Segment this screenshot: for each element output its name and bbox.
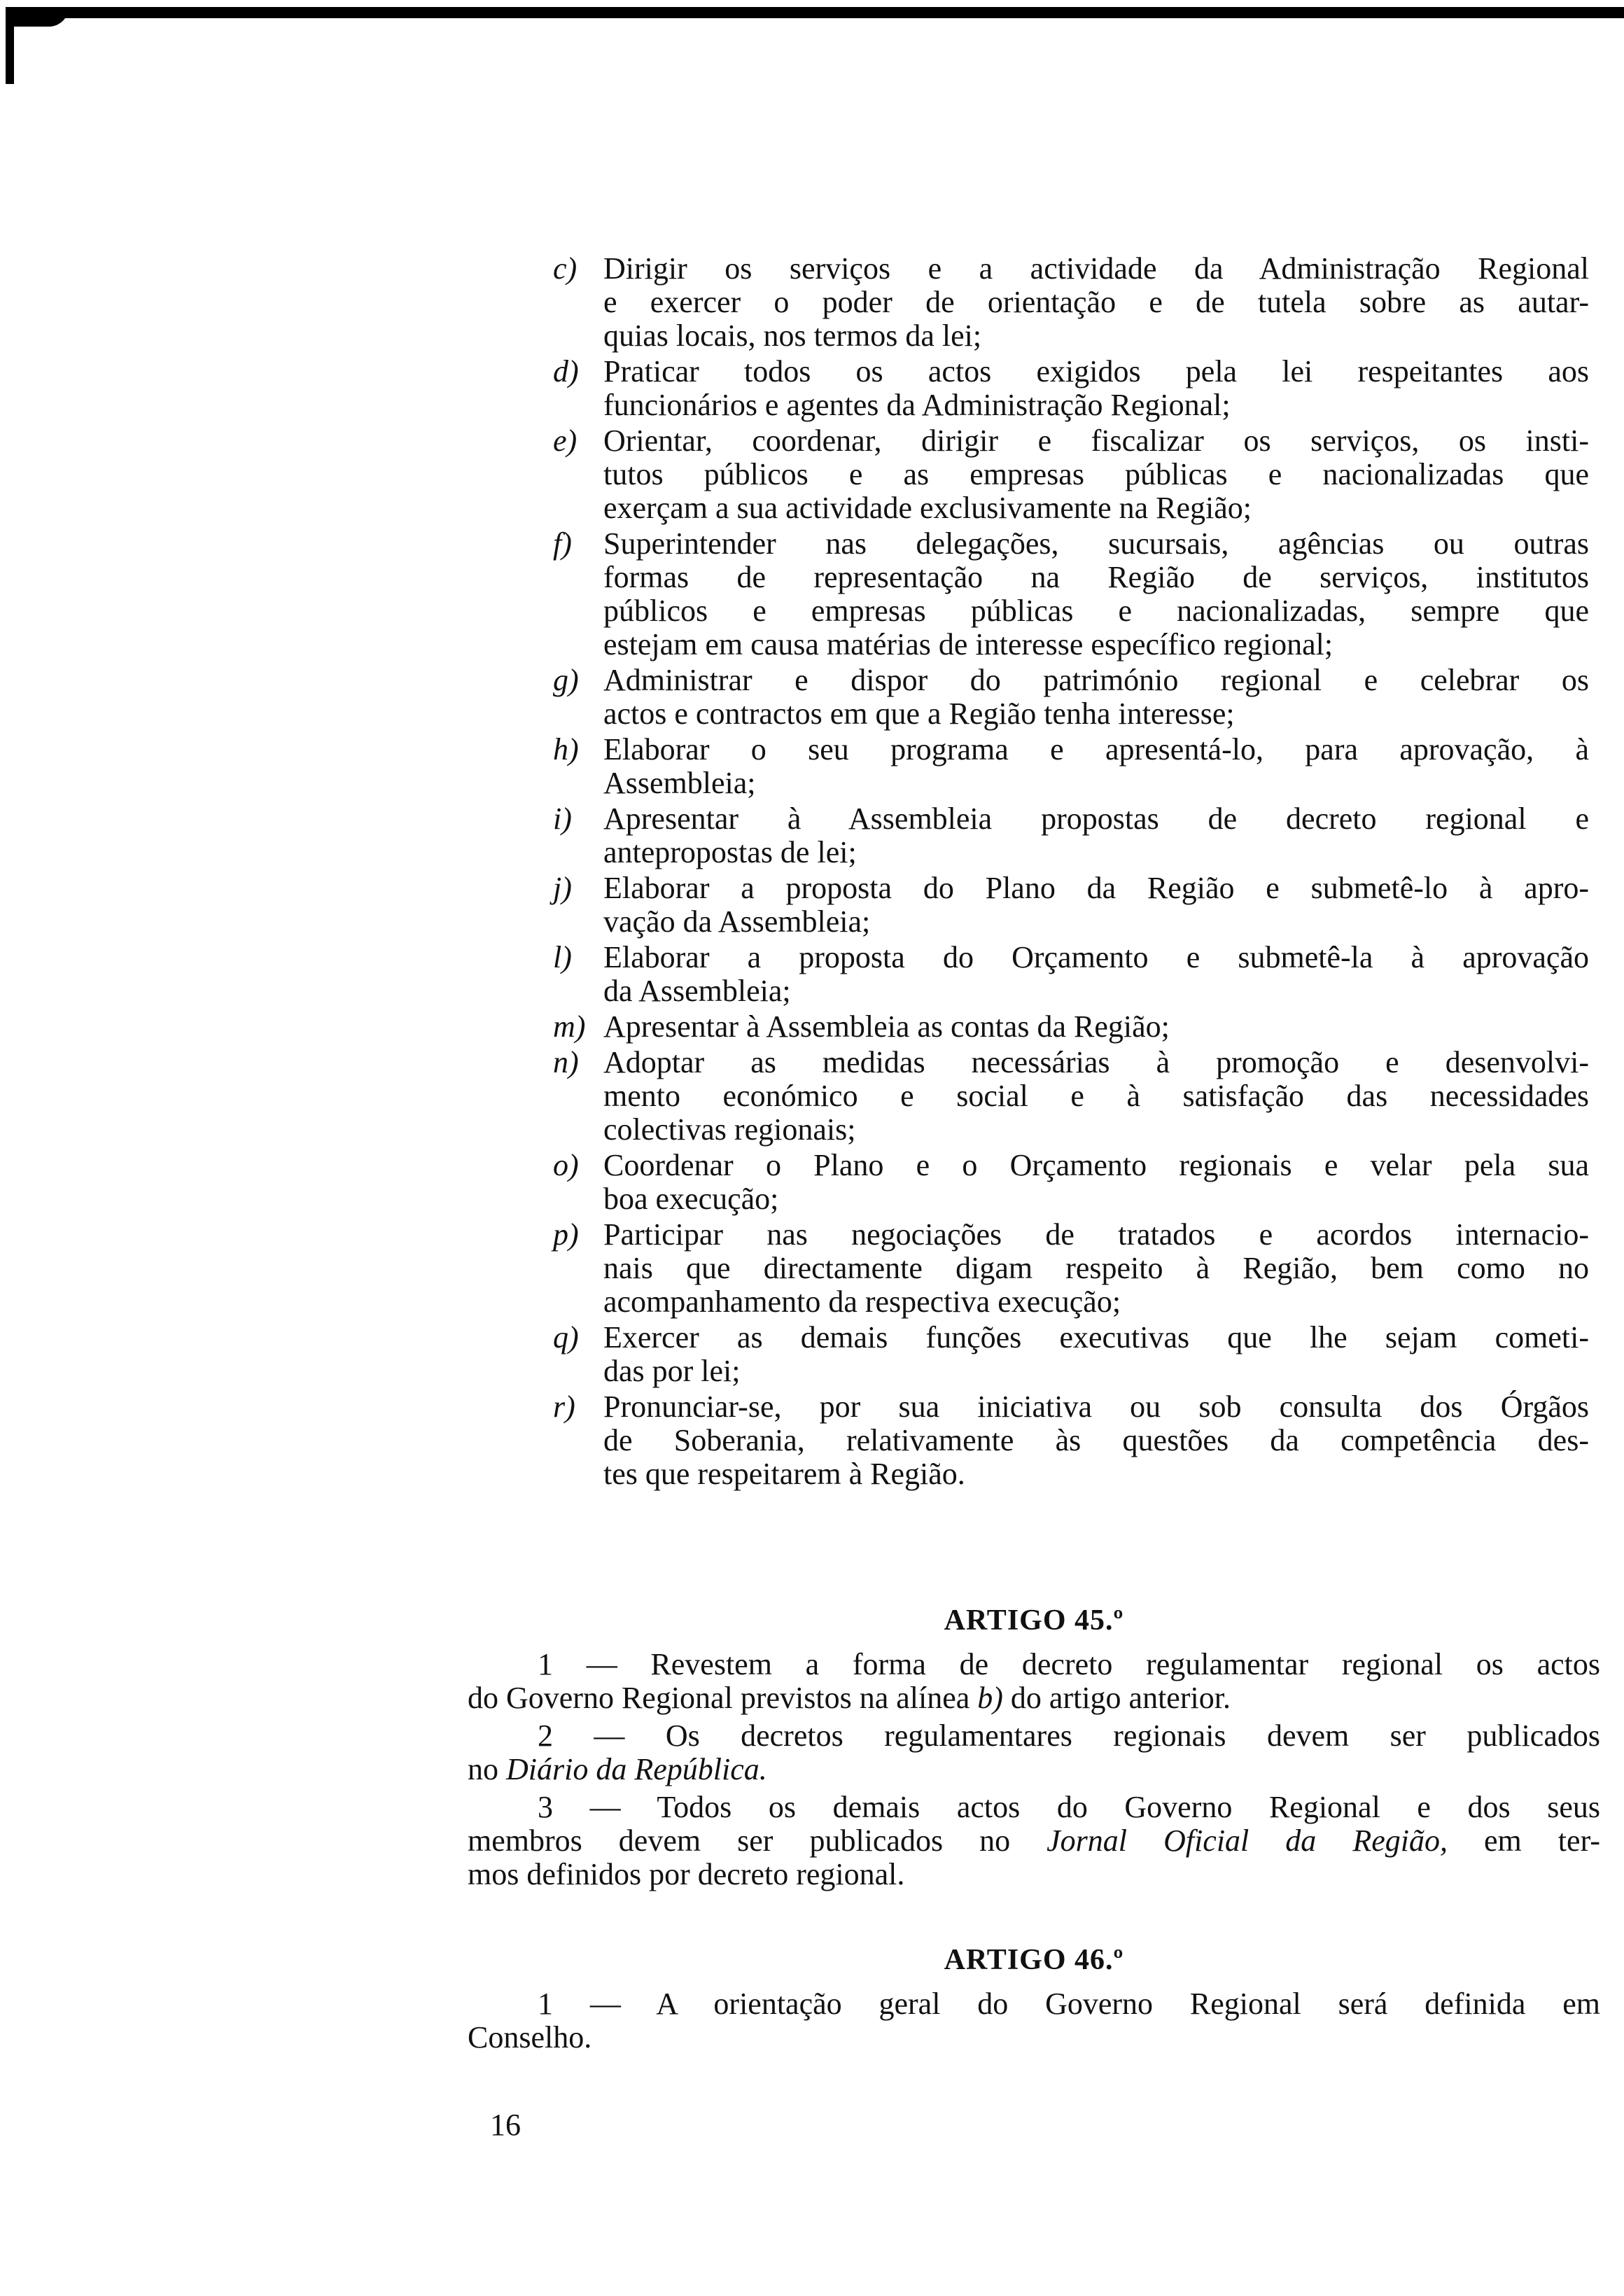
item-text-line: actos e contractos em que a Região tenha interesse; (603, 696, 1235, 731)
item-label: j) (553, 871, 572, 905)
item-text-line: e exercer o poder de orientação e de tutela sobre as autar- (603, 285, 1589, 319)
item-text-line: Apresentar à Assembleia as contas da Região; (603, 1009, 1170, 1044)
item-label: c) (553, 251, 578, 286)
text-segment: Conselho. (468, 2020, 592, 2054)
item-text-line: Exercer as demais funções executivas que lhe sejam cometi- (603, 1320, 1589, 1354)
item-text-line: quias locais, nos termos da lei; (603, 318, 982, 353)
list-item (553, 1218, 1589, 1319)
list-item (553, 252, 1589, 353)
item-label: i) (553, 802, 572, 836)
item-text-line: Praticar todos os actos exigidos pela lei respeitantes aos (603, 354, 1589, 388)
item-label: l) (553, 940, 572, 974)
item-text-line: Coordenar o Plano e o Orçamento regionais e velar pela sua (603, 1148, 1589, 1182)
item-label: g) (553, 663, 579, 697)
text-segment: do artigo anterior. (1002, 1681, 1231, 1715)
paragraph-line (468, 1753, 1600, 1786)
item-text-line: nais que directamente digam respeito à Região, bem como no (603, 1251, 1589, 1285)
text-segment: Diário da República. (506, 1752, 767, 1786)
item-label: h) (553, 732, 579, 766)
list-item (553, 424, 1589, 525)
item-label: n) (553, 1045, 579, 1079)
item-text-line: tutos públicos e as empresas públicas e nacionalizadas que (603, 457, 1589, 491)
list-item (553, 1010, 1589, 1044)
item-text-line: funcionários e agentes da Administração Regional; (603, 388, 1231, 422)
item-text-line: antepropostas de lei; (603, 835, 857, 869)
item-text-line: tes que respeitarem à Região. (603, 1457, 965, 1491)
list-item (553, 872, 1589, 939)
article-paragraph (468, 1987, 1600, 2054)
item-text-line: formas de representação na Região de serviços, institutos (603, 560, 1589, 594)
item-text-line: boa execução; (603, 1182, 779, 1216)
list-item (553, 1321, 1589, 1388)
list-item (553, 1390, 1589, 1491)
item-text-line: Elaborar a proposta do Orçamento e submetê-la à aprovação (603, 940, 1589, 974)
paragraph-line (468, 1791, 1600, 1824)
item-text-line: Dirigir os serviços e a actividade da Administração Regional (603, 251, 1589, 286)
paragraph-line (468, 1858, 1600, 1891)
article-title: ARTIGO 45.º (944, 1604, 1124, 1637)
list-item (553, 733, 1589, 800)
text-segment: 1 — A orientação geral do Governo Regional será definida em (538, 1987, 1600, 2021)
item-label: f) (553, 526, 572, 561)
item-label: r) (553, 1390, 575, 1424)
item-text-line: acompanhamento da respectiva execução; (603, 1284, 1121, 1319)
item-text-line: Pronunciar-se, por sua iniciativa ou sob consulta dos Órgãos (603, 1390, 1589, 1424)
text-segment: 3 — Todos os demais actos do Governo Regional e dos seus (538, 1790, 1600, 1824)
item-text-line: mento económico e social e à satisfação das necessidades (603, 1079, 1589, 1113)
item-text-line: de Soberania, relativamente às questões da competência des- (603, 1423, 1589, 1457)
text-segment: mos definidos por decreto regional. (468, 1857, 905, 1891)
item-text-line: Administrar e dispor do património regional e celebrar os (603, 663, 1589, 697)
item-text-line: exerçam a sua actividade exclusivamente na Região; (603, 491, 1252, 525)
list-item (553, 664, 1589, 731)
article-title: ARTIGO 46.º (944, 1944, 1124, 1976)
paragraph-line (468, 1987, 1600, 2021)
scan-corner-shadow (6, 7, 69, 27)
paragraph-line (468, 2021, 1600, 2054)
item-text-line: da Assembleia; (603, 974, 791, 1008)
item-label: m) (553, 1009, 586, 1044)
item-text-line: das por lei; (603, 1354, 741, 1388)
item-text-line: Orientar, coordenar, dirigir e fiscalizar os serviços, os insti- (603, 424, 1589, 458)
article-45 (468, 1603, 1600, 1896)
article-paragraph (468, 1719, 1600, 1786)
text-segment: do Governo Regional previstos na alínea (468, 1681, 978, 1715)
item-text-line: Assembleia; (603, 766, 756, 800)
item-label: d) (553, 354, 579, 388)
item-text-line: Adoptar as medidas necessárias à promoção e desenvolvi- (603, 1045, 1589, 1079)
text-segment: em ter- (1447, 1823, 1600, 1858)
article-paragraph (468, 1791, 1600, 1891)
text-segment: 1 — Revestem a forma de decreto regulamentar regional os actos (538, 1647, 1600, 1681)
paragraph-line (468, 1648, 1600, 1681)
item-text-line: Superintender nas delegações, sucursais, agências ou outras (603, 526, 1589, 561)
item-text-line: Elaborar a proposta do Plano da Região e submetê-lo à apro- (603, 871, 1589, 905)
list-item (553, 1149, 1589, 1216)
list-item (553, 941, 1589, 1008)
item-text-line: públicos e empresas públicas e nacionalizadas, sempre que (603, 594, 1589, 628)
article-paragraph (468, 1648, 1600, 1715)
item-text-line: estejam em causa matérias de interesse específico regional; (603, 627, 1334, 662)
item-label: e) (553, 424, 578, 458)
item-text-line: colectivas regionais; (603, 1112, 856, 1147)
item-text-line: vação da Assembleia; (603, 904, 871, 939)
paragraph-line (468, 1719, 1600, 1753)
list-item (553, 1046, 1589, 1147)
list-item (553, 527, 1589, 662)
item-label: q) (553, 1320, 579, 1354)
item-label: p) (553, 1217, 579, 1252)
item-text-line: Elaborar o seu programa e apresentá-lo, para aprovação, à (603, 732, 1589, 766)
page-number: 16 (490, 2108, 521, 2142)
paragraph-line (468, 1681, 1600, 1715)
item-text-line: Apresentar à Assembleia propostas de decreto regional e (603, 802, 1589, 836)
list-item (553, 355, 1589, 422)
text-segment: 2 — Os decretos regulamentares regionais devem ser publicados (538, 1718, 1600, 1753)
text-segment: b) (977, 1681, 1003, 1715)
text-segment: membros devem ser publicados no (468, 1823, 1047, 1858)
competence-list (553, 252, 1589, 1493)
item-text-line: Participar nas negociações de tratados e acordos internacio- (603, 1217, 1589, 1252)
text-segment: no (468, 1752, 506, 1786)
article-46 (468, 1942, 1600, 2059)
list-item (553, 802, 1589, 869)
paragraph-line (468, 1824, 1600, 1858)
scan-border-top (6, 7, 1624, 18)
text-segment: Jornal Oficial da Região, (1046, 1823, 1448, 1858)
item-label: o) (553, 1148, 579, 1182)
